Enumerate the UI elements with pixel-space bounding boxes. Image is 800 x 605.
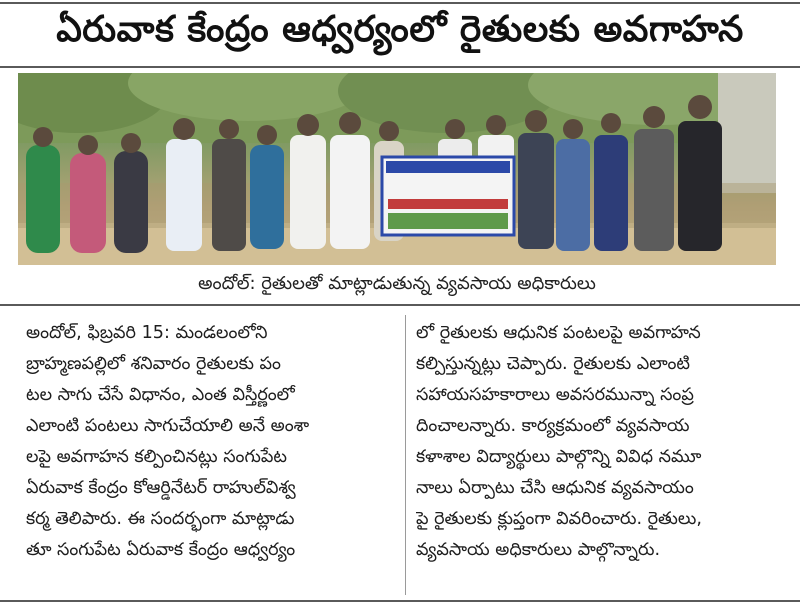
news-photo xyxy=(18,73,776,265)
article-line: సహాయసహకారాలు అవసరమున్నా సంప్ర xyxy=(416,385,694,405)
photo-caption: అందోల్: రైతులతో మాట్లాడుతున్న వ్యవసాయ అధికారులు xyxy=(198,272,596,294)
article-line: కల్పిస్తున్నట్లు చెప్పారు. రైతులకు ఎలాంటి xyxy=(416,354,690,374)
bottom-rule xyxy=(0,600,800,602)
article-line: దించాలన్నారు. కార్యక్రమంలో వ్యవసాయ xyxy=(416,416,690,436)
article-line: కళాశాల విద్యార్థులు పాల్గొన్ని వివిధ నమూ xyxy=(416,447,702,467)
caption-rule xyxy=(0,304,800,306)
article-line: కర్మ తెలిపారు. ఈ సందర్భంగా మాట్లాడు xyxy=(26,509,295,529)
article-line: వ్యవసాయ అధికారులు పాల్గొన్నారు. xyxy=(416,540,661,560)
top-rule xyxy=(0,2,800,4)
article-line: పై రైతులకు క్లుప్తంగా వివరించారు. రైతులు, xyxy=(416,509,702,529)
article-line: నాలు ఏర్పాటు చేసి ఆధునిక వ్యవసాయం xyxy=(416,478,694,498)
article-right-column xyxy=(416,318,788,594)
article-line: అందోల్, ఫిబ్రవరి 15: మండలంలోని xyxy=(26,323,268,343)
column-divider xyxy=(405,315,406,595)
headline: ఏరువాక కేంద్రం ఆధ్వర్యంలో రైతులకు అవగాహన xyxy=(56,9,744,50)
article-line: టల సాగు చేసే విధానం, ఎంత విస్తీర్ణంలో xyxy=(26,385,295,405)
article-line: తూ సంగుపేట ఏరువాక కేంద్రం ఆధ్వర్యం xyxy=(26,540,296,560)
article-line: లపై అవగాహన కల్పించినట్లు సంగుపేట xyxy=(26,447,287,467)
article-line: ఎలాంటి పంటలు సాగుచేయాలి అనే అంశా xyxy=(26,416,310,436)
article-line: లో రైతులకు ఆధునిక పంటలపై అవగాహన xyxy=(416,323,701,343)
headline-rule xyxy=(0,66,800,68)
article-line: బ్రాహ్మణపల్లిలో శనివారం రైతులకు పం xyxy=(26,354,281,374)
article-left-column xyxy=(26,318,394,594)
event-banner xyxy=(382,157,514,235)
article-line: ఏరువాక కేంద్రం కోఆర్డినేటర్ రాహుల్‌విశ్వ xyxy=(26,478,296,498)
